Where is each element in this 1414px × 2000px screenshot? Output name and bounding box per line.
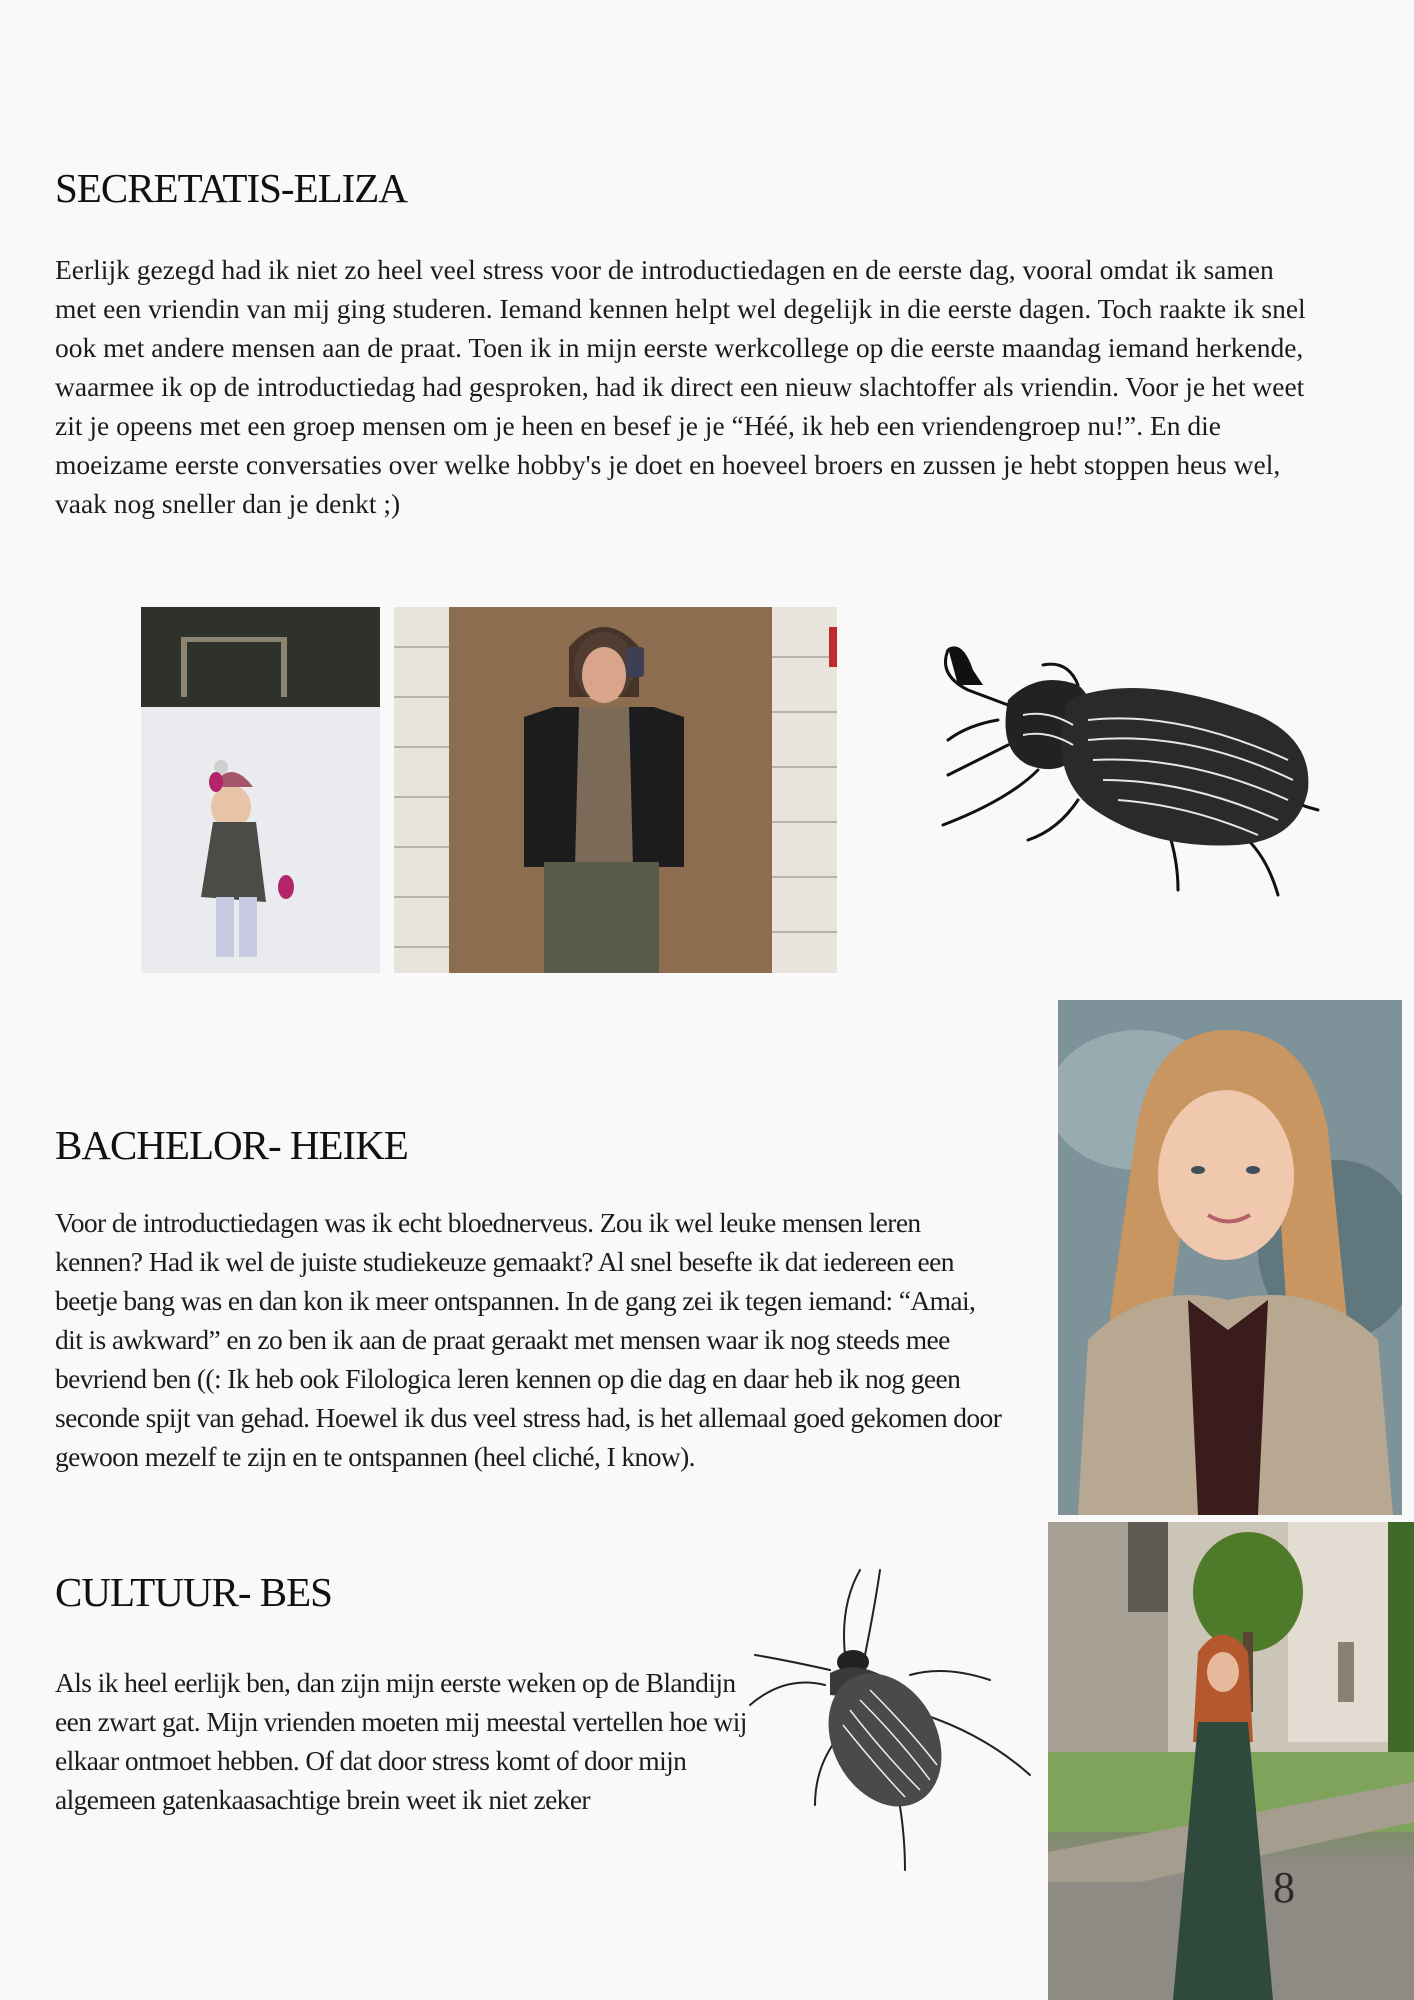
photo-school-portrait: [1058, 1000, 1402, 1515]
rhinoceros-beetle-illustration: [928, 630, 1323, 910]
page-number: 8: [1273, 1863, 1295, 1912]
section-body-eliza: Eerlijk gezegd had ik niet zo heel veel stress voor de introductiedagen en de eerste dag, vooral omdat ik samen met een vriendin van mij ging studeren. Iemand kennen helpt wel degelijk in die eerste dagen. Toch raakte ik snel ook met andere mensen aan de praat. Toen ik in mijn eerste werkcollege op die eerste maandag iemand herkende, waarmee ik op de introductiedag had gesproken, had ik direct een nieuw slachtoffer als vriendin. Voor je het weet zit je opeens met een groep mensen om je heen en besef je je “Héé, ik heb een vriendengroep nu!”. En die moeizame eerste conversaties over welke hobby's je doet en hoeveel broers en zussen je hebt stoppen heus wel, vaak nog sneller dan je denkt ;): [55, 254, 1306, 519]
leaf-beetle-illustration: [745, 1565, 1035, 1875]
section-heading-bes: CULTUUR- BES: [55, 1569, 332, 1615]
section-body-bes: Als ik heel eerlijk ben, dan zijn mijn eerste weken op de Blandijn een zwart gat. Mijn vrienden moeten mij meestal vertellen hoe wij elkaar ontmoet hebben. Of dat door stress komt of door mijn algemeen gatenkaasachtige brein weet ik niet zeker: [55, 1667, 747, 1815]
section-heading-heike: BACHELOR- HEIKE: [55, 1122, 408, 1168]
photo-girl-at-church: [1048, 1522, 1414, 2000]
photo-child-in-snow: [141, 607, 380, 973]
section-body-heike: Voor de introductiedagen was ik echt bloednerveus. Zou ik wel leuke mensen leren kennen? Had ik wel de juiste studiekeuze gemaakt? Al snel besefte ik dat iedereen een beetje bang was en dan kon ik meer ontspannen. In de gang zei ik tegen iemand: “Amai, dit is awkward” en zo ben ik aan de praat geraakt met mensen waar ik nog steeds mee bevriend ben ((: Ik heb ook Filologica leren kennen op die dag en daar heb ik nog geen seconde spijt van gehad. Hoewel ik dus veel stress had, is het allemaal goed gekomen door gewoon mezelf te zijn en te ontspannen (heel cliché, I know).: [55, 1207, 1002, 1472]
section-heading-eliza: SECRETATIS-ELIZA: [55, 165, 407, 211]
photo-mirror-selfie: [394, 607, 837, 973]
